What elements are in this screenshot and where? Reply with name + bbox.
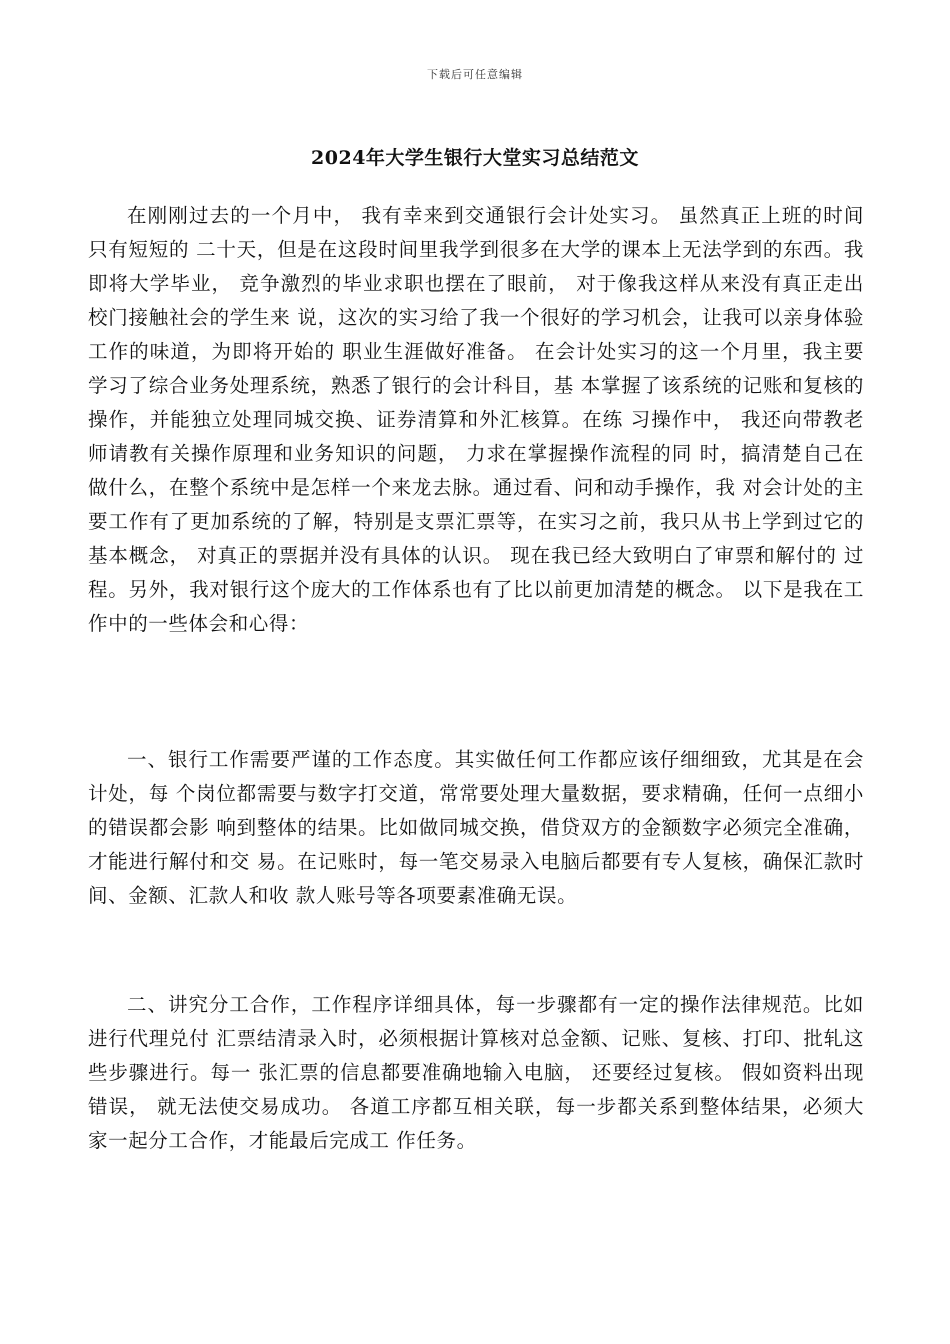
paragraph-point-one: 一、银行工作需要严谨的工作态度。其实做任何工作都应该仔细细致，尤其是在会计处，每 个岗位都需要与数字打交道，常常要处理大量数据，要求精确，任何一点细小的错误都会影 响到整体的结果。比如做同城交换，借贷双方的金额数字必须完全准确，才能进行解付和交 易。在记账时，每一笔交易录入电脑后都要有专人复核，确保汇款时间、金额、汇款人和收 款人账号等各项要素准确无误。: [88, 748, 864, 907]
paragraph-point-two: 二、讲究分工合作，工作程序详细具体，每一步骤都有一定的操作法律规范。比如进行代理兑付 汇票结清录入时，必须根据计算核对总金额、记账、复核、打印、批轧这些步骤进行。每一 张汇票的信息都要准确地输入电脑， 还要经过复核。 假如资料出现错误， 就无法使交易成功。 各道工序都互相关联，每一步都关系到整体结果，必须大家一起分工合作，才能最后完成工 作任务。: [88, 993, 864, 1152]
document-title: 2024年大学生银行大堂实习总结范文: [311, 147, 639, 169]
paragraph-intro: 在刚刚过去的一个月中， 我有幸来到交通银行会计处实习。 虽然真正上班的时间只有短短的 二十天，但是在这段时间里我学到很多在大学的课本上无法学到的东西。我即将大学毕业， 竞争激烈的毕业求职也摆在了眼前， 对于像我这样从来没有真正走出校门接触社会的学生来 说，这次的实习给了我一个很好的学习机会，让我可以亲身体验工作的味道，为即将开始的 职业生涯做好准备。 在会计处实习的这一个月里，我主要学习了综合业务处理系统，熟悉了银行的会计科目，基 本掌握了该系统的记账和复核的操作，并能独立处理同城交换、证券清算和外汇核算。在练 习操作中， 我还向带教老师请教有关操作原理和业务知识的问题， 力求在掌握操作流程的同 时，搞清楚自己在做什么，在整个系统中是怎样一个来龙去脉。通过看、问和动手操作，我 对会计处的主要工作有了更加系统的了解，特别是支票汇票等，在实习之前，我只从书上学到过它的基本概念， 对真正的票据并没有具体的认识。 现在我已经大致明白了审票和解付的 过程。另外，我对银行这个庞大的工作体系也有了比以前更加清楚的概念。 以下是我在工作中的一些体会和心得：: [88, 204, 864, 635]
header-note: 下载后可任意编辑: [427, 68, 523, 81]
